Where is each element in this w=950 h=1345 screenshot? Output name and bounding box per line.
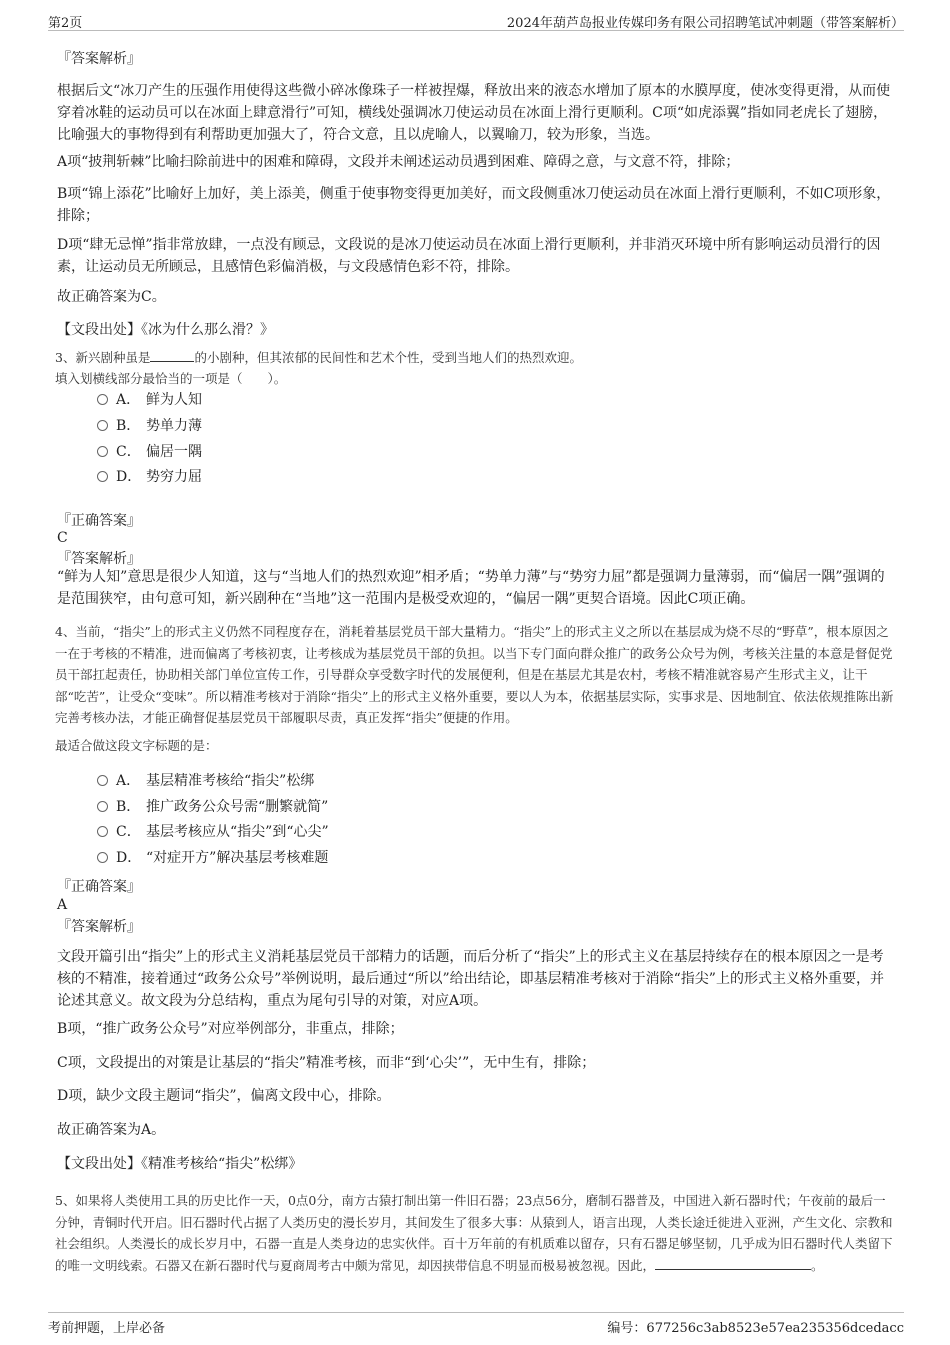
q4-answer-line: 故正确答案为A。 [57,1122,166,1138]
q4-source: 【文段出处】《精准考核给“指尖”松绑》 [57,1156,303,1172]
q3-option-d[interactable]: D． 势穷力屈 [97,466,202,488]
radio-icon[interactable] [97,394,108,405]
document-title: 2024年葫芦岛报业传媒印务有限公司招聘笔试冲刺题（带答案解析） [506,16,904,31]
q4-explain-p4: D项，缺少文段主题词“指尖”，偏离文段中心，排除。 [57,1088,391,1104]
page-number: 第2页 [48,16,83,31]
fill-blank [150,347,194,362]
q2-explain-p3: B项“锦上添花”比喻好上加好，美上添美，侧重于使事物变得更加美好，而文段侧重冰刀使运动员在冰面上滑行更顺利，不如C项形象，排除； [57,186,891,224]
q2-explain-label: 『答案解析』 [57,51,141,67]
q3-explain-label: 『答案解析』 [57,551,141,567]
q4-explain-p3: C项，文段提出的对策是让基层的“指尖”精准考核，而非“到‘心尖’”，无中生有，排除； [57,1055,596,1071]
radio-icon[interactable] [97,852,108,863]
q2-source: 【文段出处】《冰为什么那么滑？》 [57,322,274,338]
q4-correct-answer: A [57,897,68,913]
q3-option-b[interactable]: B． 势单力薄 [97,415,202,437]
q2-answer-line: 故正确答案为C。 [57,289,166,305]
q5-stem: 5、如果将人类使用工具的历史比作一天，0点0分，南方古猿打制出第一件旧石器；23点56分，磨制石器普及，中国进入新石器时代；午夜前的最后一分钟，青铜时代开启。旧石器时代占据了人类历史的漫长岁月，其间发生了很多大事：从猿到人，语言出现，人类长途迁徙进入亚洲，产生文化、宗教和社会组织。人类漫长的成长岁月中，石器一直是人类身边的忠实伙伴。百十万年前的有机质难以留存，只有石器足够坚韧，几乎成为旧石器时代人类留下的唯一文明线索。石器又在新石器时代与夏商周考古中颇为常见，却因挟带信息不明显而极易被忽视。因此， 。 [55,1193,893,1273]
fill-blank [655,1255,811,1270]
page-footer [48,1312,904,1337]
document-id: 编号：677256c3ab8523e57ea235356dcedacc [607,1321,904,1336]
q3-explain: “鲜为人知”意思是很少人知道，这与“当地人们的热烈欢迎”相矛盾；“势单力薄”与“势穷力屈”都是强调力量薄弱，而“偏居一隅”强调的是范围狭窄，由句意可知，新兴剧种在“当地”这一范围内是极受欢迎的，“偏居一隅”更契合语境。因此C项正确。 [57,569,885,607]
q4-explain-label: 『答案解析』 [57,919,141,935]
q4-option-b[interactable]: B． 推广政务公众号需“删繁就简” [97,796,328,818]
footer-slogan: 考前押题，上岸必备 [48,1321,166,1336]
q4-option-d[interactable]: D． “对症开方”解决基层考核难题 [97,847,328,869]
q4-option-a[interactable]: A． 基层精准考核给“指尖”松绑 [97,770,314,792]
page-header [48,10,904,31]
q3-correct-answer: C [57,530,68,546]
radio-icon[interactable] [97,775,108,786]
radio-icon[interactable] [97,826,108,837]
q4-stem: 4、当前，“指尖”上的形式主义仍然不同程度存在，消耗着基层党员干部大量精力。“指尖”上的形式主义之所以在基层成为烧不尽的“野草”，根本原因之一在于考核的不精准，进而偏离了考核初衷，让考核成为基层党员干部的负担。以当下专门面向群众推广的政务公众号为例，考核关注量的本意是督促党员干部扛起责任，协助相关部门单位宣传工作，引导群众享受数字时代的发展便利，但是在基层尤其是农村，考核不精准就容易产生形式主义，让干部“吃苦”，让受众“变味”。所以精准考核对于消除“指尖”上的形式主义格外重要，要以人为本，依据基层实际，实事求是、因地制宜、依法依规推陈出新完善考核办法，才能正确督促基层党员干部履职尽责，真正发挥“指尖”便捷的作用。 [55,624,894,725]
q3-stem: 3、新兴剧种虽是 的小剧种，但其浓郁的民间性和艺术个性，受到当地人们的热烈欢迎。 [55,347,895,369]
q3-instruction: 填入划横线部分最恰当的一项是（ ）。 [55,371,287,386]
q3-option-a[interactable]: A． 鲜为人知 [97,389,202,411]
q2-explain-p4: D项“肆无忌惮”指非常放肆，一点没有顾忌，文段说的是冰刀使运动员在冰面上滑行更顺利，并非消灭环境中所有影响运动员滑行的因素，让运动员无所顾忌，且感情色彩偏消极，与文段感情色彩不符，排除。 [57,237,881,275]
q4-option-c[interactable]: C． 基层考核应从“指尖”到“心尖” [97,821,329,843]
q4-explain-p1: 文段开篇引出“指尖”上的形式主义消耗基层党员干部精力的话题，而后分析了“指尖”上的形式主义在基层持续存在的根本原因之一是考核的不精准，接着通过“政务公众号”举例说明，最后通过“所以”给出结论，即基层精准考核对于消除“指尖”上的形式主义格外重要，并论述其意义。故文段为分总结构，重点为尾句引导的对策，对应A项。 [57,949,884,1009]
q4-question: 最适合做这段文字标题的是： [55,738,218,753]
q4-correct-label: 『正确答案』 [57,879,141,895]
q2-explain-p2: A项“披荆斩棘”比喻扫除前进中的困难和障碍，文段并未阐述运动员遇到困难、障碍之意，与文意不符，排除； [57,154,740,170]
q3-correct-label: 『正确答案』 [57,513,141,529]
q4-explain-p2: B项，“推广政务公众号”对应举例部分，非重点，排除； [57,1021,404,1037]
radio-icon[interactable] [97,801,108,812]
radio-icon[interactable] [97,420,108,431]
q3-option-c[interactable]: C． 偏居一隅 [97,441,202,463]
q2-explain-p1: 根据后文“冰刀产生的压强作用使得这些微小碎冰像珠子一样被捏爆，释放出来的液态水增加了原本的水膜厚度，使冰变得更滑，从而使穿着冰鞋的运动员可以在冰面上肆意滑行”可知，横线处强调冰刀使运动员在冰面上滑行更顺利。C项“如虎添翼”指如同老虎长了翅膀，比喻强大的事物得到有利帮助更加强大了，符合文意，且以虎喻人，以翼喻刀，较为形象，当选。 [57,83,891,143]
radio-icon[interactable] [97,471,108,482]
radio-icon[interactable] [97,446,108,457]
